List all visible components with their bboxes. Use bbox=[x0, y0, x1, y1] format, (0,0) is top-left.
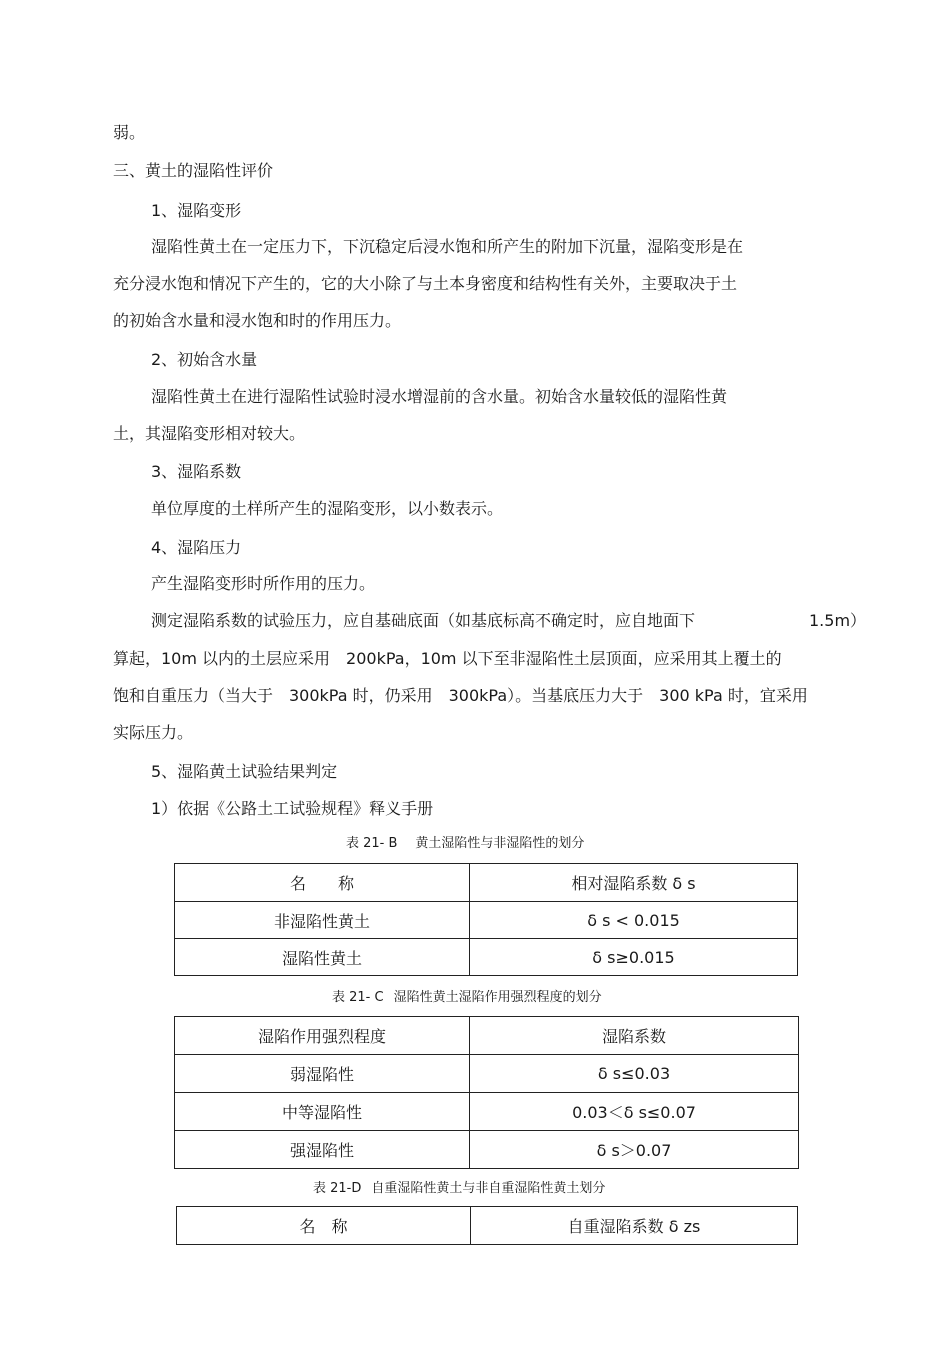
table-cell: 0.03＜δ s≤0.07 bbox=[470, 1093, 799, 1131]
header-cell: 湿陷系数 bbox=[470, 1017, 799, 1055]
header-cell: 名 称 bbox=[175, 864, 470, 902]
subsection-heading: 1、湿陷变形 bbox=[151, 201, 242, 220]
table-row bbox=[175, 1131, 799, 1169]
table-cell: δ s＞0.07 bbox=[470, 1131, 799, 1169]
subsection-heading: 5、湿陷黄土试验结果判定 bbox=[151, 762, 338, 781]
table-cell: 湿陷性黄土 bbox=[175, 939, 470, 976]
table-caption bbox=[346, 836, 584, 852]
section-heading: 三、黄土的湿陷性评价 bbox=[113, 161, 274, 180]
table-row bbox=[175, 939, 798, 976]
table-cell: 强湿陷性 bbox=[175, 1131, 470, 1169]
subsection-heading: 4、湿陷压力 bbox=[151, 538, 242, 557]
table-caption bbox=[332, 990, 602, 1006]
table-cell: 弱湿陷性 bbox=[175, 1055, 470, 1093]
paragraph-line: 产生湿陷变形时所作用的压力。 bbox=[151, 574, 376, 593]
table-caption bbox=[313, 1181, 605, 1197]
paragraph-line: 饱和自重压力（当大于 300kPa 时，仍采用 300kPa）。当基底压力大于 300 kPa 时，宜采用 bbox=[113, 686, 808, 705]
table-cell: δ s≥0.015 bbox=[470, 939, 798, 976]
table-cell: δ s < 0.015 bbox=[470, 902, 798, 939]
paragraph-line: 1）依据《公路土工试验规程》释义手册 bbox=[151, 799, 434, 818]
paragraph-line: 单位厚度的土样所产生的湿陷变形，以小数表示。 bbox=[151, 499, 504, 518]
paragraph-line: 湿陷性黄土在一定压力下，下沉稳定后浸水饱和所产生的附加下沉量，湿陷变形是在 bbox=[151, 237, 744, 256]
paragraph-line: 实际压力。 bbox=[113, 723, 194, 742]
table-caption-text: 自重湿陷性黄土与非自重湿陷性黄土划分 bbox=[371, 1181, 606, 1196]
table-row bbox=[175, 1093, 799, 1131]
paragraph-line: 湿陷性黄土在进行湿陷性试验时浸水增湿前的含水量。初始含水量较低的湿陷性黄 bbox=[151, 387, 728, 406]
table-header-row bbox=[175, 864, 798, 902]
paragraph-line: 算起，10m 以内的土层应采用 200kPa，10m 以下至非湿陷性土层顶面，应采用其上覆土的 bbox=[113, 649, 782, 668]
text-line: 弱。 bbox=[113, 123, 146, 142]
header-cell: 相对湿陷系数 δ s bbox=[470, 864, 798, 902]
table-cell: 非湿陷性黄土 bbox=[175, 902, 470, 939]
paragraph-line: 充分浸水饱和情况下产生的，它的大小除了与土本身密度和结构性有关外，主要取决于土 bbox=[113, 274, 738, 293]
table-caption-number: 表 21- C bbox=[332, 990, 384, 1005]
paragraph-line-end: 1.5m） bbox=[809, 611, 867, 630]
table-caption-number: 表 21- B bbox=[346, 836, 398, 851]
table-row bbox=[175, 902, 798, 939]
table-caption-text: 湿陷性黄土湿陷作用强烈程度的划分 bbox=[393, 990, 602, 1005]
subsection-heading: 2、初始含水量 bbox=[151, 350, 258, 369]
paragraph-line: 测定湿陷系数的试验压力，应自基础底面（如基底标高不确定时，应自地面下 bbox=[151, 611, 696, 630]
subsection-heading: 3、湿陷系数 bbox=[151, 462, 242, 481]
table-header-row bbox=[175, 1017, 799, 1055]
table-21-b bbox=[174, 863, 798, 976]
table-21-d bbox=[176, 1206, 798, 1245]
table-cell: δ s≤0.03 bbox=[470, 1055, 799, 1093]
table-caption-text: 黄土湿陷性与非湿陷性的划分 bbox=[415, 836, 585, 851]
header-cell: 名 称 bbox=[177, 1207, 471, 1245]
table-caption-number: 表 21-D bbox=[313, 1181, 362, 1196]
table-21-c bbox=[174, 1016, 799, 1169]
paragraph-line: 土，其湿陷变形相对较大。 bbox=[113, 424, 306, 443]
table-cell: 中等湿陷性 bbox=[175, 1093, 470, 1131]
header-cell: 自重湿陷系数 δ zs bbox=[471, 1207, 798, 1245]
table-header-row bbox=[177, 1207, 798, 1245]
paragraph-line: 的初始含水量和浸水饱和时的作用压力。 bbox=[113, 311, 402, 330]
header-cell: 湿陷作用强烈程度 bbox=[175, 1017, 470, 1055]
table-row bbox=[175, 1055, 799, 1093]
